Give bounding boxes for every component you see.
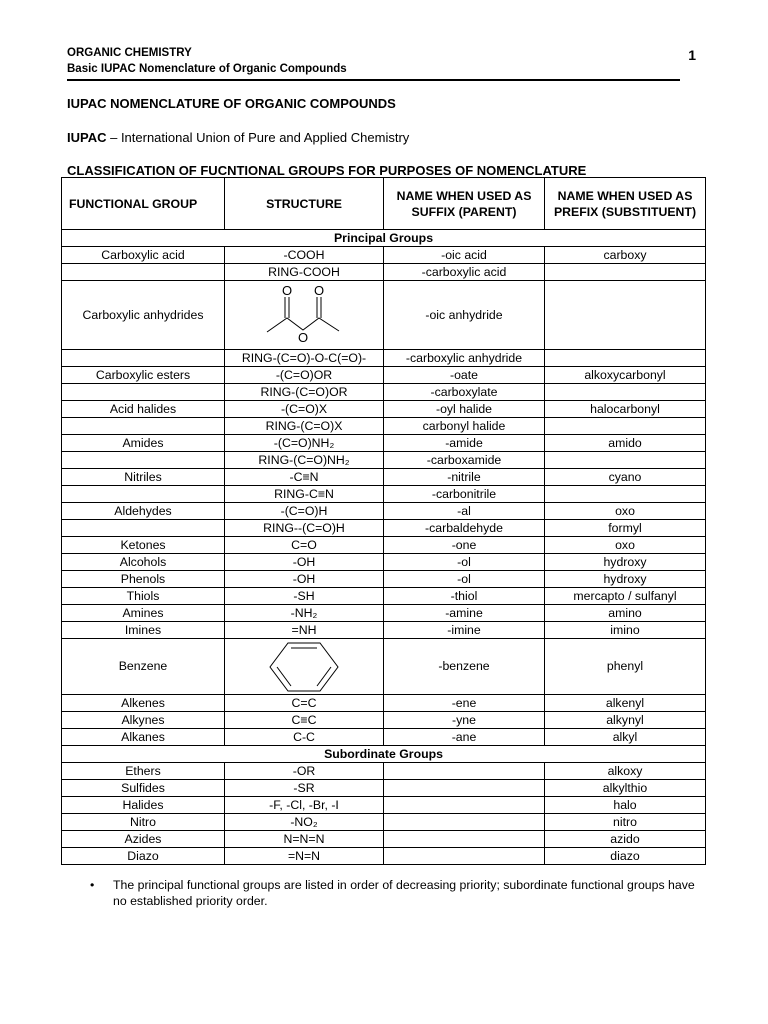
header-subject: ORGANIC CHEMISTRY <box>67 47 192 59</box>
table-row <box>62 384 706 401</box>
suffix-name-cell: -ene <box>384 695 545 712</box>
classification-title: CLASSIFICATION OF FUCNTIONAL GROUPS FOR PURPOSES OF NOMENCLATURE <box>67 163 587 178</box>
prefix-name-cell: azido <box>545 831 706 848</box>
table-row <box>62 729 706 746</box>
table-row <box>62 247 706 264</box>
table-row <box>62 367 706 384</box>
suffix-name-cell: carbonyl halide <box>384 418 545 435</box>
functional-group-cell: Benzene <box>62 639 225 695</box>
suffix-name-cell: -carboxamide <box>384 452 545 469</box>
suffix-name-cell: -nitrile <box>384 469 545 486</box>
principal-groups-row <box>62 230 706 247</box>
functional-group-cell <box>62 418 225 435</box>
suffix-name-cell: -benzene <box>384 639 545 695</box>
table-row <box>62 588 706 605</box>
subordinate-groups-row <box>62 746 706 763</box>
bullet-icon: • <box>90 878 95 892</box>
suffix-name-cell: -amine <box>384 605 545 622</box>
header-subtitle: Basic IUPAC Nomenclature of Organic Compounds <box>67 63 347 75</box>
prefix-name-cell: alkynyl <box>545 712 706 729</box>
table-row <box>62 639 706 695</box>
suffix-name-cell: -carboxylic acid <box>384 264 545 281</box>
prefix-name-cell <box>545 384 706 401</box>
prefix-name-cell: alkyl <box>545 729 706 746</box>
structure-cell: =N=N <box>225 848 384 865</box>
functional-group-cell: Diazo <box>62 848 225 865</box>
prefix-name-cell <box>545 281 706 350</box>
suffix-name-cell <box>384 797 545 814</box>
page-header <box>67 45 696 81</box>
prefix-name-cell: nitro <box>545 814 706 831</box>
functional-group-cell: Acid halides <box>62 401 225 418</box>
oxygen-atom-label: O <box>297 330 309 345</box>
prefix-name-cell <box>545 264 706 281</box>
functional-group-cell: Ketones <box>62 537 225 554</box>
functional-group-cell: Alkenes <box>62 695 225 712</box>
table-row <box>62 401 706 418</box>
suffix-name-cell: -oate <box>384 367 545 384</box>
structure-cell: N=N=N <box>225 831 384 848</box>
functional-group-cell: Halides <box>62 797 225 814</box>
suffix-name-cell <box>384 763 545 780</box>
anhydride-structure-icon <box>259 285 349 345</box>
table-row <box>62 571 706 588</box>
structure-cell: RING-(C=O)-O-C(=O)- <box>225 350 384 367</box>
prefix-name-cell: hydroxy <box>545 571 706 588</box>
principal-groups-title: Principal Groups <box>62 230 706 247</box>
page-number: 1 <box>688 47 696 63</box>
structure-cell: RING--(C=O)H <box>225 520 384 537</box>
prefix-name-cell: alkoxy <box>545 763 706 780</box>
table-row <box>62 814 706 831</box>
table-row <box>62 350 706 367</box>
functional-group-cell: Azides <box>62 831 225 848</box>
table-row <box>62 831 706 848</box>
functional-group-cell <box>62 264 225 281</box>
suffix-name-cell: -carbaldehyde <box>384 520 545 537</box>
table-row <box>62 554 706 571</box>
document-title: IUPAC NOMENCLATURE OF ORGANIC COMPOUNDS <box>67 96 396 111</box>
suffix-name-cell: -yne <box>384 712 545 729</box>
prefix-name-cell: diazo <box>545 848 706 865</box>
prefix-name-cell <box>545 350 706 367</box>
functional-group-cell: Alkanes <box>62 729 225 746</box>
suffix-name-cell: -oic acid <box>384 247 545 264</box>
functional-group-cell: Alkynes <box>62 712 225 729</box>
suffix-name-cell: -one <box>384 537 545 554</box>
iupac-abbr: IUPAC <box>67 130 107 145</box>
table-row <box>62 435 706 452</box>
table-row <box>62 780 706 797</box>
priority-note <box>90 877 702 909</box>
functional-group-cell <box>62 452 225 469</box>
structure-cell: -F, -Cl, -Br, -I <box>225 797 384 814</box>
suffix-name-cell <box>384 831 545 848</box>
functional-group-cell: Phenols <box>62 571 225 588</box>
oxygen-atom-label: O <box>281 285 293 298</box>
prefix-name-cell: phenyl <box>545 639 706 695</box>
table-row <box>62 281 706 350</box>
functional-group-cell: Imines <box>62 622 225 639</box>
header-functional-group: FUNCTIONAL GROUP <box>62 178 225 230</box>
table-header-row <box>62 178 706 230</box>
functional-group-cell <box>62 486 225 503</box>
suffix-name-cell: -amide <box>384 435 545 452</box>
suffix-name-cell: -ol <box>384 554 545 571</box>
functional-group-cell: Thiols <box>62 588 225 605</box>
functional-group-cell: Carboxylic acid <box>62 247 225 264</box>
functional-group-cell: Carboxylic anhydrides <box>62 281 225 350</box>
functional-group-cell: Aldehydes <box>62 503 225 520</box>
table-row <box>62 848 706 865</box>
prefix-name-cell: alkoxycarbonyl <box>545 367 706 384</box>
functional-group-cell <box>62 520 225 537</box>
structure-cell: -(C=O)H <box>225 503 384 520</box>
structure-cell <box>225 639 384 695</box>
prefix-name-cell: amido <box>545 435 706 452</box>
table-row <box>62 622 706 639</box>
structure-cell: -OH <box>225 571 384 588</box>
structure-cell: -(C=O)NH₂ <box>225 435 384 452</box>
table-row <box>62 695 706 712</box>
prefix-name-cell: oxo <box>545 503 706 520</box>
prefix-name-cell: cyano <box>545 469 706 486</box>
prefix-name-cell: carboxy <box>545 247 706 264</box>
subordinate-groups-title: Subordinate Groups <box>62 746 706 763</box>
structure-cell: -(C=O)X <box>225 401 384 418</box>
table-row <box>62 797 706 814</box>
suffix-name-cell: -thiol <box>384 588 545 605</box>
table-row <box>62 264 706 281</box>
benzene-ring-icon <box>264 641 344 693</box>
structure-cell <box>225 281 384 350</box>
structure-cell: =NH <box>225 622 384 639</box>
suffix-name-cell: -ane <box>384 729 545 746</box>
prefix-name-cell: alkenyl <box>545 695 706 712</box>
structure-cell: C≡C <box>225 712 384 729</box>
prefix-name-cell: oxo <box>545 537 706 554</box>
suffix-name-cell <box>384 814 545 831</box>
structure-cell: -NH₂ <box>225 605 384 622</box>
functional-group-cell: Nitriles <box>62 469 225 486</box>
table-body <box>62 230 706 865</box>
structure-cell: RING-(C=O)OR <box>225 384 384 401</box>
structure-cell: -SR <box>225 780 384 797</box>
structure-cell: C-C <box>225 729 384 746</box>
functional-group-cell: Amines <box>62 605 225 622</box>
structure-cell: RING-C≡N <box>225 486 384 503</box>
suffix-name-cell: -al <box>384 503 545 520</box>
structure-cell: -NO₂ <box>225 814 384 831</box>
structure-cell: RING-COOH <box>225 264 384 281</box>
structure-cell: -C≡N <box>225 469 384 486</box>
suffix-name-cell: -carboxylate <box>384 384 545 401</box>
structure-cell: RING-(C=O)NH₂ <box>225 452 384 469</box>
structure-cell: -(C=O)OR <box>225 367 384 384</box>
structure-cell: -OR <box>225 763 384 780</box>
table-row <box>62 537 706 554</box>
header-suffix-name: NAME WHEN USED AS SUFFIX (PARENT) <box>384 178 545 230</box>
table-row <box>62 452 706 469</box>
table-row <box>62 605 706 622</box>
structure-cell: RING-(C=O)X <box>225 418 384 435</box>
iupac-definition <box>67 130 409 145</box>
prefix-name-cell: hydroxy <box>545 554 706 571</box>
suffix-name-cell: -imine <box>384 622 545 639</box>
structure-cell: -COOH <box>225 247 384 264</box>
suffix-name-cell: -carbonitrile <box>384 486 545 503</box>
functional-group-cell: Carboxylic esters <box>62 367 225 384</box>
suffix-name-cell <box>384 848 545 865</box>
table-row <box>62 486 706 503</box>
suffix-name-cell: -ol <box>384 571 545 588</box>
functional-group-cell <box>62 350 225 367</box>
suffix-name-cell: -carboxylic anhydride <box>384 350 545 367</box>
table-row <box>62 503 706 520</box>
table-row <box>62 469 706 486</box>
functional-group-cell: Alcohols <box>62 554 225 571</box>
prefix-name-cell <box>545 418 706 435</box>
suffix-name-cell: -oic anhydride <box>384 281 545 350</box>
prefix-name-cell: amino <box>545 605 706 622</box>
prefix-name-cell: imino <box>545 622 706 639</box>
oxygen-atom-label: O <box>313 285 325 298</box>
prefix-name-cell: formyl <box>545 520 706 537</box>
structure-cell: -OH <box>225 554 384 571</box>
functional-group-cell <box>62 384 225 401</box>
table-row <box>62 763 706 780</box>
functional-group-cell: Ethers <box>62 763 225 780</box>
header-structure: STRUCTURE <box>225 178 384 230</box>
functional-group-cell: Amides <box>62 435 225 452</box>
suffix-name-cell <box>384 780 545 797</box>
functional-groups-table <box>61 177 706 865</box>
structure-cell: C=O <box>225 537 384 554</box>
functional-group-cell: Nitro <box>62 814 225 831</box>
structure-cell: C=C <box>225 695 384 712</box>
table-row <box>62 712 706 729</box>
header-prefix-name: NAME WHEN USED AS PREFIX (SUBSTITUENT) <box>545 178 706 230</box>
prefix-name-cell: halo <box>545 797 706 814</box>
priority-note-text: The principal functional groups are listed in order of decreasing priority; subordinate functional groups have no established priority order. <box>113 878 695 908</box>
prefix-name-cell <box>545 486 706 503</box>
prefix-name-cell <box>545 452 706 469</box>
iupac-expansion: – International Union of Pure and Applied Chemistry <box>106 130 410 145</box>
table-row <box>62 520 706 537</box>
table-row <box>62 418 706 435</box>
suffix-name-cell: -oyl halide <box>384 401 545 418</box>
structure-cell: -SH <box>225 588 384 605</box>
functional-group-cell: Sulfides <box>62 780 225 797</box>
prefix-name-cell: mercapto / sulfanyl <box>545 588 706 605</box>
prefix-name-cell: halocarbonyl <box>545 401 706 418</box>
prefix-name-cell: alkylthio <box>545 780 706 797</box>
